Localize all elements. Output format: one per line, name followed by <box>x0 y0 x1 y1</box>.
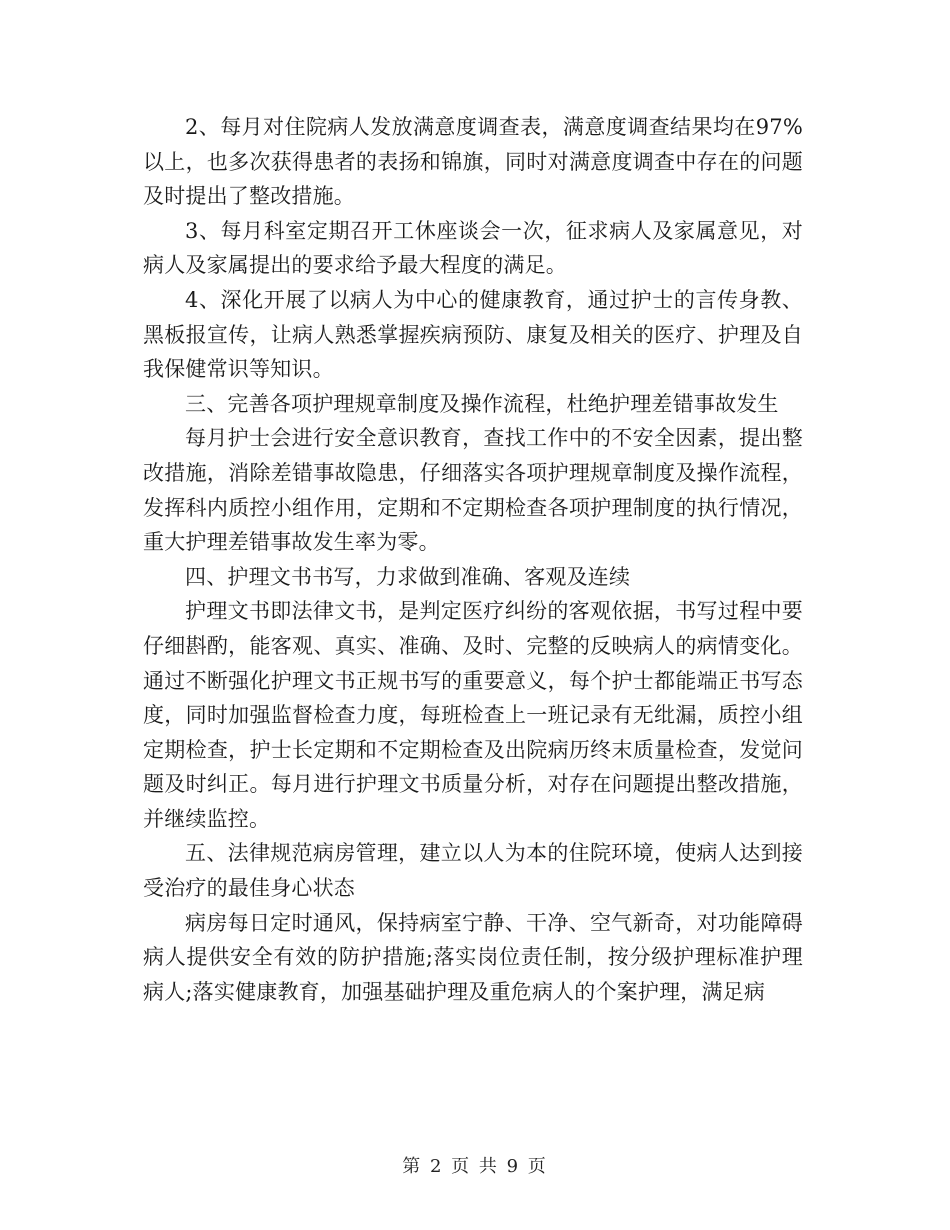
section-heading-5: 五、法律规范病房管理，建立以人为本的住院环境，使病人达到接受治疗的最佳身心状态 <box>143 841 803 901</box>
document-body <box>143 110 803 1009</box>
paragraph-ward-management: 病房每日定时通风，保持病室宁静、干净、空气新奇，对功能障碍病人提供安全有效的防护措施;落实岗位责任制，按分级护理标准护理病人;落实健康教育，加强基础护理及重危病人的个案护理，满足病 <box>143 910 803 1004</box>
paragraph-item-4-health-education: 4、深化开展了以病人为中心的健康教育，通过护士的言传身教、黑板报宣传，让病人熟悉掌握疾病预防、康复及相关的医疗、护理及自我保健常识等知识。 <box>143 287 803 382</box>
paragraph-safety-education: 每月护士会进行安全意识教育，查找工作中的不安全因素，提出整改措施，消除差错事故隐患，仔细落实各项护理规章制度及操作流程，发挥科内质控小组作用，定期和不定期检查各项护理制度的执行情况，重大护理差错事故发生率为零。 <box>143 426 803 555</box>
paragraph-item-3-forum: 3、每月科室定期召开工休座谈会一次，征求病人及家属意见，对病人及家属提出的要求给予最大程度的满足。 <box>143 218 803 278</box>
section-heading-4: 四、护理文书书写，力求做到准确、客观及连续 <box>185 564 631 589</box>
page-footer: 第 2 页 共 9 页 <box>402 1156 548 1177</box>
paragraph-nursing-documents: 护理文书即法律文书，是判定医疗纠纷的客观依据，书写过程中要仔细斟酌，能客观、真实、准确、及时、完整的反映病人的病情变化。通过不断强化护理文书正规书写的重要意义，每个护士都能端正书写态度，同时加强监督检查力度，每班检查上一班记录有无纰漏，质控小组定期检查，护士长定期和不定期检查及出院病历终末质量检查，发觉问题及时纠正。每月进行护理文书质量分析，对存在问题提出整改措施，并继续监控。 <box>143 599 803 831</box>
section-heading-3: 三、完善各项护理规章制度及操作流程，杜绝护理差错事故发生 <box>185 391 779 416</box>
paragraph-item-2-satisfaction: 2、每月对住院病人发放满意度调查表，满意度调查结果均在97%以上，也多次获得患者的表扬和锦旗，同时对满意度调查中存在的问题及时提出了整改措施。 <box>143 115 803 209</box>
